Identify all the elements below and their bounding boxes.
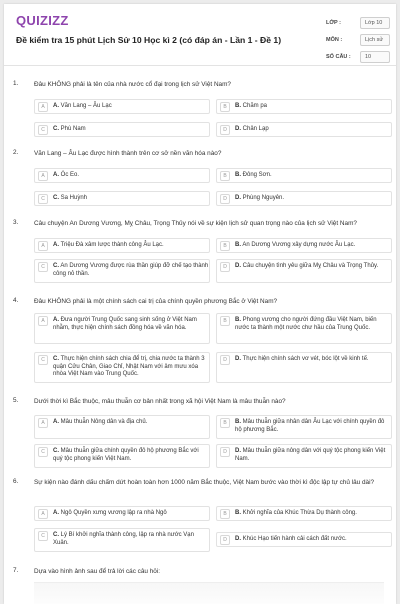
meta-class-row [326, 14, 394, 31]
option-letter-box: C [38, 125, 48, 135]
option-c[interactable] [34, 122, 210, 137]
question-text: Đâu KHÔNG phải là một chính sách cai trị của chính quyền phương Bắc ở Việt Nam? [34, 298, 278, 305]
meta-label: SỐ CÂU : [326, 53, 351, 60]
option-letter-box: B [220, 509, 230, 519]
option-text: D. Phùng Nguyên. [235, 195, 285, 201]
option-letter-box: D [220, 355, 230, 365]
option-d[interactable] [216, 352, 392, 383]
option-d[interactable] [216, 532, 392, 547]
option-letter-box: B [220, 102, 230, 112]
option-letter-box: A [38, 171, 48, 181]
option-letter-box: B [220, 241, 230, 251]
option-b[interactable] [216, 99, 392, 114]
question-number: 5. [13, 397, 19, 404]
option-d[interactable] [216, 259, 392, 283]
meta-count-field: 10 [360, 51, 390, 63]
option-c[interactable] [34, 444, 210, 468]
question-text: Đâu KHÔNG phải là tên của nhà nước cổ đại trong lịch sử Việt Nam? [34, 81, 231, 88]
option-c[interactable] [34, 352, 210, 383]
option-letter-box: A [38, 418, 48, 428]
option-b[interactable] [216, 506, 392, 521]
option-text: D. Khúc Hạo tiến hành cải cách đất nước. [235, 536, 347, 542]
option-letter-box: D [220, 535, 230, 545]
meta-subject-field: Lịch sử [360, 34, 390, 46]
option-b[interactable] [216, 168, 392, 183]
worksheet-meta [326, 14, 394, 65]
meta-subject-row [326, 31, 394, 48]
option-a[interactable] [34, 313, 210, 344]
question-number: 7. [13, 567, 19, 574]
question-text: Dưới thời kì Bắc thuộc, mâu thuẫn cơ bản nhất trong xã hội Việt Nam là mâu thuẫn nào? [34, 398, 286, 405]
option-letter-box: A [38, 509, 48, 519]
option-b[interactable] [216, 313, 392, 344]
option-c[interactable] [34, 191, 210, 206]
option-c[interactable] [34, 528, 210, 552]
option-letter-box: C [38, 355, 48, 365]
meta-label: LỚP : [326, 19, 341, 26]
option-text: C. Lý Bí khởi nghĩa thành công, lập ra nhà nước Vạn Xuân. [53, 532, 194, 546]
option-text: B. Đông Sơn. [235, 172, 272, 178]
option-a[interactable] [34, 238, 210, 253]
option-letter-box: A [38, 316, 48, 326]
option-text: C. Sa Huỳnh [53, 195, 88, 201]
question-number: 1. [13, 80, 19, 87]
option-letter-box: B [220, 418, 230, 428]
option-text: A. Óc Eo. [53, 172, 80, 178]
meta-label: MÔN : [326, 36, 343, 43]
option-text: C. Thực hiện chính sách chia để trị, chia nước ta thành 3 quận Cửu Chân, Giao Chỉ, Nhật Nam với âm mưu xóa nhòa Việt Nam vào Trung Quốc. [53, 356, 205, 377]
option-d[interactable] [216, 444, 392, 468]
option-a[interactable] [34, 99, 210, 114]
option-text: B. Phong vương cho người đứng đầu Việt Nam, biến nước ta thành một nước chư hầu của Trung Quốc. [235, 317, 377, 331]
worksheet-title: Đề kiểm tra 15 phút Lịch Sử 10 Học kì 2 (có đáp án - Lần 1 - Đề 1) [16, 35, 282, 45]
question-number: 3. [13, 219, 19, 226]
option-d[interactable] [216, 191, 392, 206]
option-text: D. Thực hiện chính sách vơ vét, bóc lột về kinh tế. [235, 356, 369, 362]
option-b[interactable] [216, 238, 392, 253]
question-image-area [34, 582, 384, 604]
question-number: 6. [13, 478, 19, 485]
option-text: B. An Dương Vương xây dựng nước Âu Lạc. [235, 242, 356, 248]
option-text: C. Phù Nam [53, 126, 86, 132]
question-text: Dựa vào hình ảnh sau để trả lời các câu hỏi: [34, 568, 161, 575]
option-text: C. An Dương Vương được rùa thần giúp đỡ chế tạo thành công nỏ thần. [53, 263, 209, 277]
worksheet-header [4, 4, 396, 66]
option-text: A. Đưa người Trung Quốc sang sinh sống ở Việt Nam nhằm, thực hiện chính sách đồng hóa về văn hóa. [53, 317, 197, 331]
option-letter-box: C [38, 447, 48, 457]
option-text: B. Khởi nghĩa của Khúc Thừa Dụ thành công. [235, 510, 357, 516]
question-text: Câu chuyện An Dương Vương, Mỵ Châu, Trọng Thủy nói về sự kiện lịch sử quan trọng nào của lịch sử Việt Nam? [34, 220, 357, 227]
option-letter-box: D [220, 125, 230, 135]
option-a[interactable] [34, 415, 210, 439]
worksheet-page [4, 4, 396, 604]
option-letter-box: D [220, 447, 230, 457]
option-text: A. Mâu thuẫn Nông dân và địa chủ. [53, 419, 148, 425]
option-letter-box: C [38, 531, 48, 541]
option-d[interactable] [216, 122, 392, 137]
question-number: 4. [13, 297, 19, 304]
option-letter-box: C [38, 194, 48, 204]
question-text: Văn Lang – Âu Lạc được hình thành trên cơ sở nền văn hóa nào? [34, 150, 222, 157]
option-c[interactable] [34, 259, 210, 283]
option-letter-box: A [38, 241, 48, 251]
option-text: A. Triệu Đà xâm lược thành công Âu Lạc. [53, 242, 164, 248]
option-letter-box: A [38, 102, 48, 112]
option-text: D. Chân Lạp [235, 126, 269, 132]
question-number: 2. [13, 149, 19, 156]
option-text: A. Văn Lang – Âu Lạc [53, 103, 112, 109]
option-letter-box: B [220, 171, 230, 181]
meta-count-row [326, 48, 394, 65]
option-text: A. Ngô Quyền xưng vương lập ra nhà Ngô [53, 510, 167, 516]
option-text: C. Mâu thuẫn giữa chính quyền đô hộ phương Bắc với quý tộc phong kiến Việt Nam. [53, 448, 199, 462]
option-text: D. Câu chuyện tình yêu giữa Mỵ Châu và Trọng Thủy. [235, 263, 379, 269]
option-letter-box: C [38, 262, 48, 272]
question-text: Sự kiện nào đánh dấu chấm dứt hoàn toàn hơn 1000 năm Bắc thuộc, Việt Nam bước vào thời kì độc lập tự chủ lâu dài? [34, 479, 375, 486]
meta-class-field: Lớp 10 [360, 17, 390, 29]
option-letter-box: B [220, 316, 230, 326]
option-text: B. Chăm pa [235, 103, 268, 109]
option-a[interactable] [34, 168, 210, 183]
quizizz-logo: QUIZIZZ [16, 13, 69, 28]
option-text: D. Mâu thuẫn giữa nông dân với quý tộc phong kiến Việt Nam. [235, 448, 386, 462]
option-letter-box: D [220, 262, 230, 272]
option-a[interactable] [34, 506, 210, 521]
option-letter-box: D [220, 194, 230, 204]
option-text: B. Mâu thuẫn giữa nhân dân Âu Lạc với chính quyền đô hộ phương Bắc. [235, 419, 385, 433]
option-b[interactable] [216, 415, 392, 439]
